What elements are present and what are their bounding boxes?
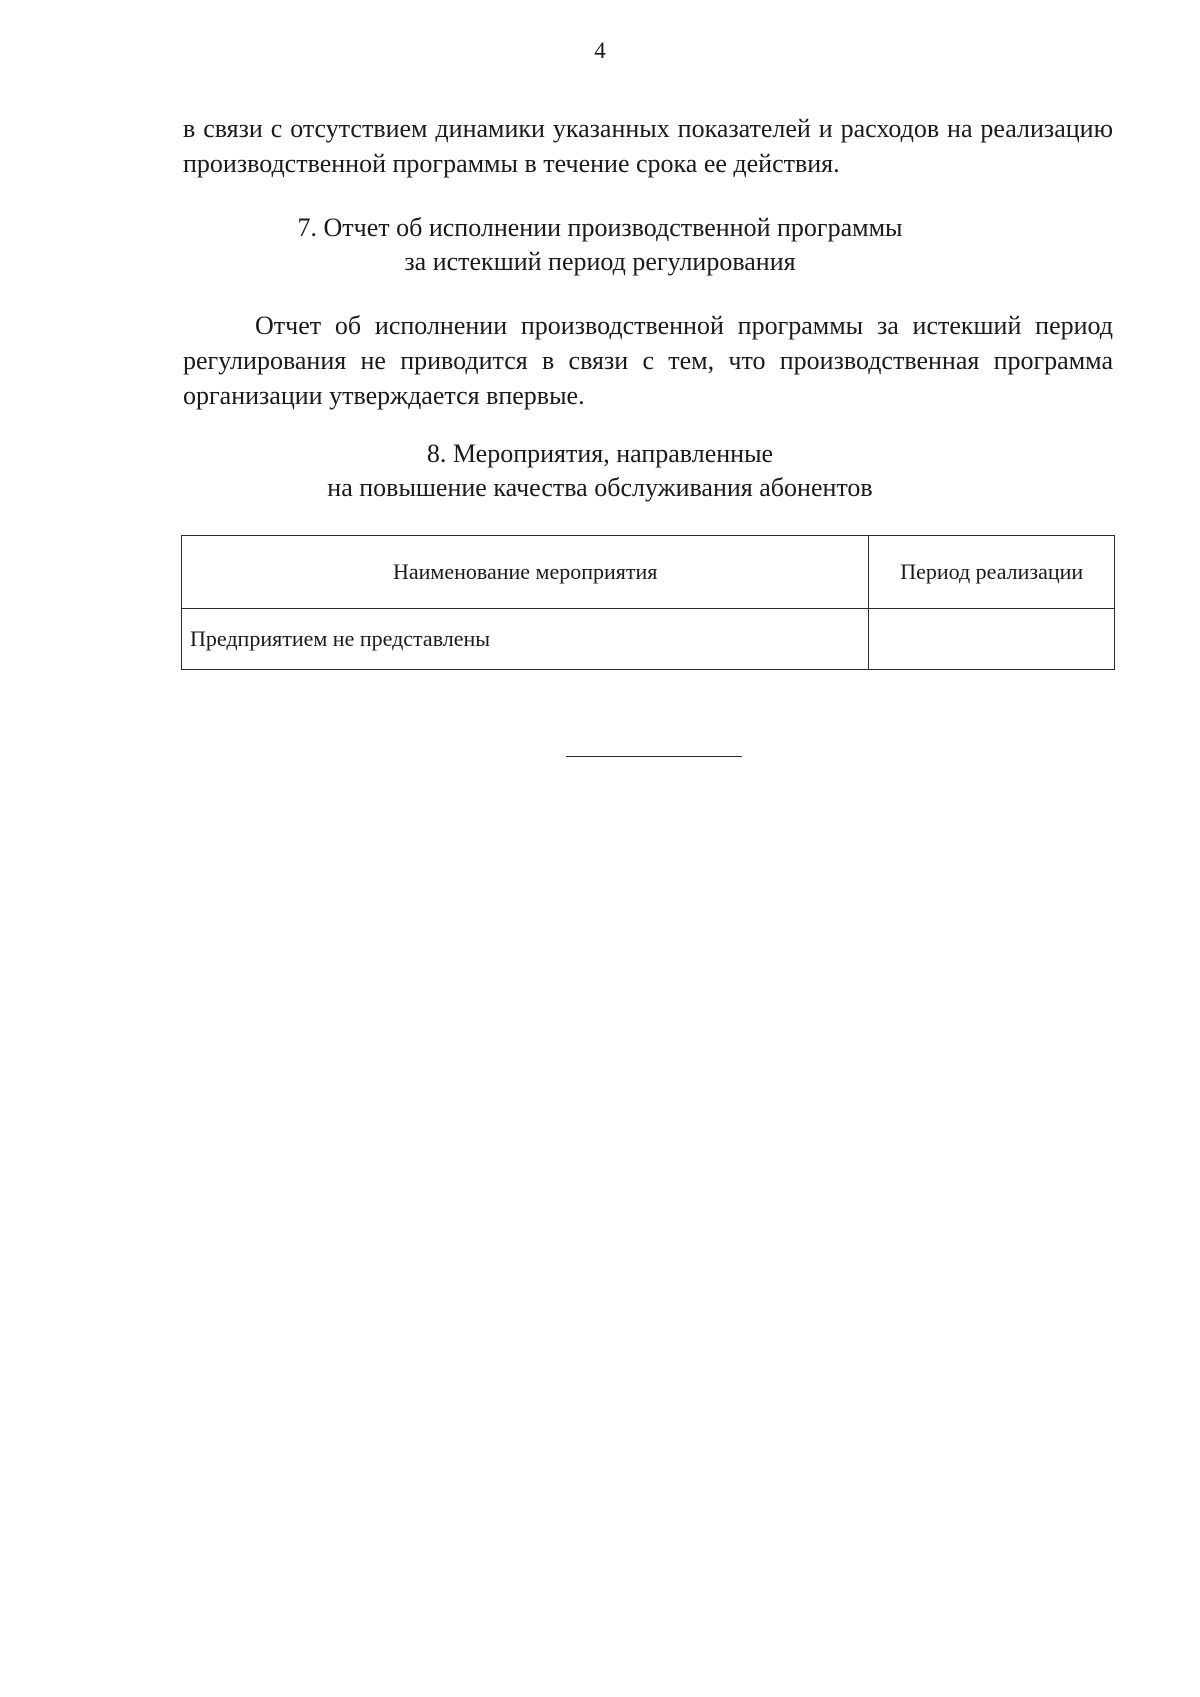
end-divider [566, 756, 742, 757]
section-8-title-line-2: на повышение качества обслуживания абонентов [327, 473, 873, 502]
section-8-heading [0, 437, 1200, 505]
section-8-title-line-1: 8. Мероприятия, направленные [426, 439, 774, 468]
page-number: 4 [594, 38, 606, 63]
section-7-heading [0, 211, 1200, 279]
table-row [182, 609, 1115, 670]
section-7-title-line-2: за истекший период регулирования [404, 247, 796, 276]
header-implementation-period: Период реализации [869, 536, 1115, 609]
section-7-title-line-1: 7. Отчет об исполнении производственной программы [297, 213, 903, 242]
header-measure-name: Наименование мероприятия [182, 536, 869, 609]
intro-paragraph: в связи с отсутствием динамики указанных показателей и расходов на реализацию производственной программы в течение срока ее действия. [183, 114, 1113, 178]
table-header-row [182, 536, 1115, 609]
cell-implementation-period [869, 609, 1115, 670]
cell-measure-name: Предприятием не представлены [182, 609, 869, 670]
section-7-body: Отчет об исполнении производственной программы за истекший период регулирования не приводится в связи с тем, что производственная программа организации утверждается впервые. [183, 311, 1113, 410]
measures-table [181, 535, 1115, 670]
